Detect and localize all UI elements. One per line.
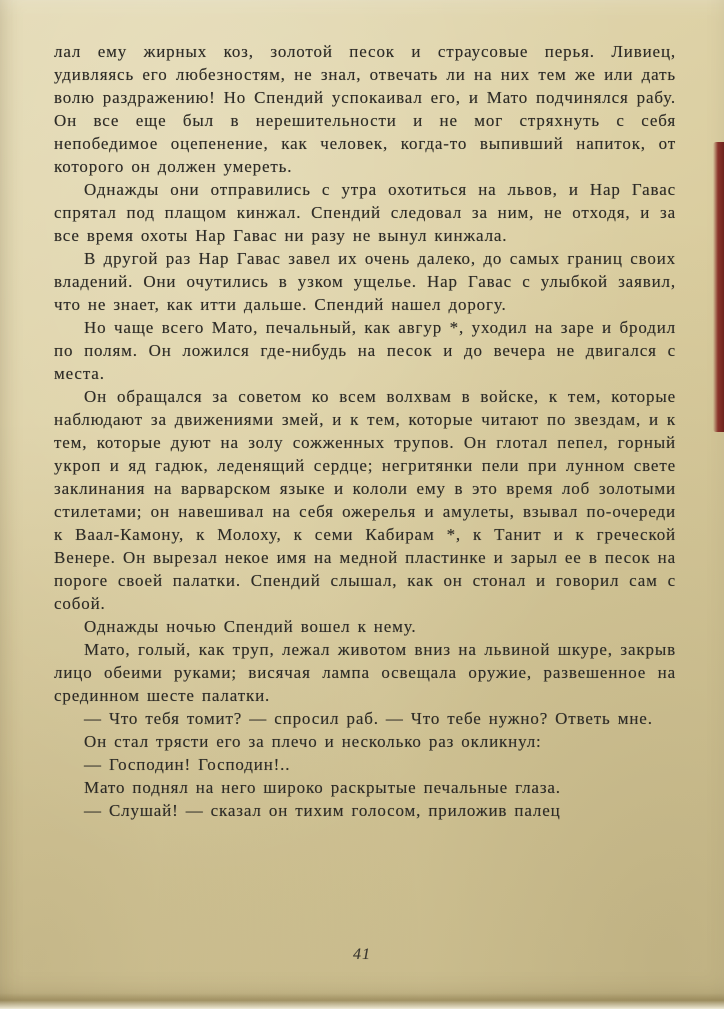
paragraph: Однажды они отправились с утра охотиться на львов, и Нар Гавас спрятал под плащом кинжал. Спендий следовал за ним, не отходя, и за все время охоты Нар Гавас ни разу не вынул кинжала. [54,180,676,245]
paragraph: — Слушай! — сказал он тихим голосом, приложив палец [84,801,561,820]
paragraph: Мато, голый, как труп, лежал животом вниз на львиной шкуре, закрыв лицо обеими руками; висячая лампа освещала оружие, развешенное на срединном шесте палатки. [54,640,676,705]
paragraph: Но чаще всего Мато, печальный, как авгур *, уходил на заре и бродил по полям. Он ложился где-нибудь на песок и до вечера не двигался с места. [54,318,676,383]
page-bottom-edge [0,993,724,1009]
text-block [54,40,676,822]
binding-stripe [713,142,724,432]
paragraph: Мато поднял на него широко раскрытые печальные глаза. [84,778,561,797]
paragraph: — Что тебя томит? — спросил раб. — Что тебе нужно? Ответь мне. [84,709,653,728]
paragraph: В другой раз Нар Гавас завел их очень далеко, до самых границ своих владений. Они очутились в узком ущелье. Нар Гавас с улыбкой заявил, что не знает, как итти дальше. Спендий нашел дорогу. [54,249,676,314]
paragraph: Он обращался за советом ко всем волхвам в войске, к тем, которые наблюдают за движениями змей, и к тем, которые читают по звездам, и к тем, которые дуют на золу сожженных трупов. Он глотал пепел, горный укроп и яд гадюк, леденящий сердце; негритянки пели при лунном свете заклинания на варварском языке и кололи ему в это время лоб золотыми стилетами; он навешивал на себя ожерелья и амулеты, взывал по-очереди к Ваал-Камону, к Молоху, к семи Кабирам *, к Танит и к греческой Венере. Он вырезал некое имя на медной пластинке и зарыл ее в песок на пороге своей палатки. Спендий слышал, как он стонал и говорил сам с собой. [54,387,676,613]
page-number: 41 [353,946,371,963]
paragraph: лал ему жирных коз, золотой песок и страусовые перья. Ливиец, удивляясь его любезностям, не знал, отвечать ли на них тем же или дать волю раздражению! Но Спендий успокаивал его, и Мато подчинялся рабу. Он все еще был в нерешительности и не мог стряхнуть с себя непобедимое оцепенение, как человек, когда-то выпивший напиток, от которого он должен умереть. [54,42,676,176]
paragraph: Он стал трясти его за плечо и несколько раз окликнул: [84,732,542,751]
paragraph: Однажды ночью Спендий вошел к нему. [84,617,417,636]
paragraph: — Господин! Господин!.. [84,755,291,774]
